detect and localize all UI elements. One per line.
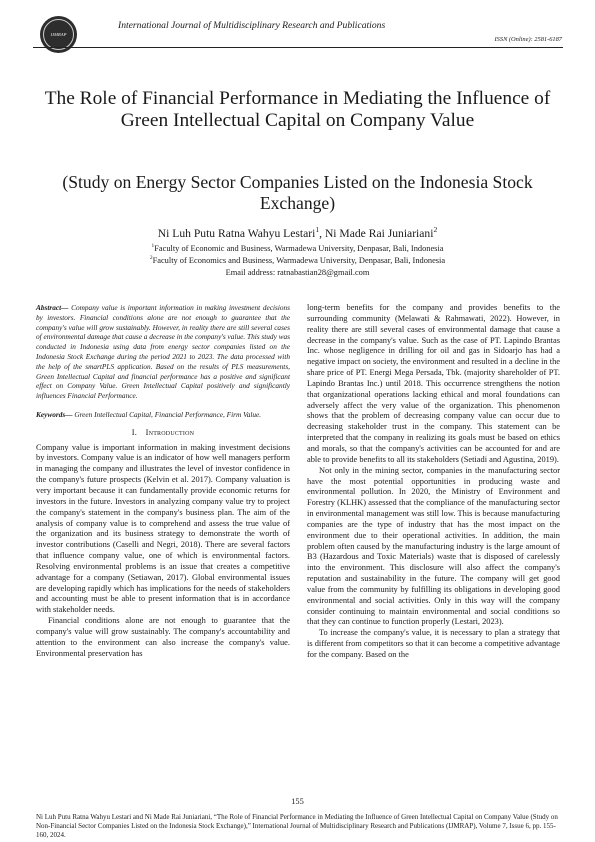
paper-title: The Role of Financial Performance in Mediating the Influence of Green Intellectual Capital on Company Value	[44, 88, 551, 132]
paragraph: Company value is important information in making investment decisions by investors. Company value is an indicator of how well managers perform in managing the company and illustrates the level of investor confidence in the company's future prospects (Kelvin et al. 2017). Company valuation is very important because it can fundamentally provide economic returns for investors in the future. Investors in analyzing company value try to project the company's statement in the company's business plan. The aim of the analysis of company value is to comprehend and assess the true value of the organization and its business strategy to demonstrate the worth of investor contributions (Caselli and Negri, 2018). There are several factors that influence company value, one of which is environmental factors. Resolving environmental problems is an issue that creates a competitive advantage for a company (Setiawan, 2017). Global environmental issues are developing rapidly which has implications for the needs of stakeholders and accounting must be able to present information that is in accordance with stakeholder needs.	[36, 442, 290, 615]
email-address: Email address: ratnabastian28@gmail.com	[225, 268, 370, 277]
abstract-text: Company value is important information in making investment decisions by investors. Financial conditions alone are not enough to guarantee that the company's value will grow sustainably. However, in reality there are still several cases of environmental damage that cause a decrease in the company's value. This study was conducted in Indonesia using data from energy sector companies listed on the Indonesia Stock Exchange during the period 2021 to 2023. The data processed with the help of the smartPLS application. Based on the results of PLS measurements, Green Intellectual Capital and financial performance has a positive and significant effect on Company Value. Green Intellectual Capital positively and significantly influences Financial Performance.	[36, 303, 290, 401]
keywords	[36, 410, 290, 420]
author-1-sup: 1	[315, 225, 320, 234]
author-separator: ,	[319, 226, 325, 240]
paper-subtitle: (Study on Energy Sector Companies Listed on the Indonesia Stock Exchange)	[62, 172, 533, 213]
paragraph: Not only in the mining sector, companies in the manufacturing sector have the most potential opportunities in producing waste and environmental pollution. In 2020, the Ministry of Environment and Forestry (KLHK) assessed that the compliance of the manufacturing sector in environmental management was still low. This is because manufacturing companies are the type of industry that has the most impact on the environment due to their operational activities. In addition, the main problem often caused by the manufacturing industry is the large amount of B3 (Hazardous and Toxic Materials) waste that is disposed of carelessly into the environment. This disclosure will also affect the company's reputation and sustainability in the future. The company will get good value from the community by fulfilling its obligations in developing good environmental and social activities. Only in this way will the company consider continuing to maintain environmental and social conditions so that they can continue to function properly (Lestari, 2023).	[307, 465, 560, 627]
section-heading	[36, 428, 290, 439]
header-rule	[33, 47, 563, 48]
author-2-sup: 2	[433, 225, 438, 234]
keywords-text: Green Intellectual Capital, Financial Performance, Firm Value.	[72, 409, 262, 419]
journal-name: International Journal of Multidisciplinary Research and Publications	[118, 20, 386, 31]
affiliation-1	[0, 243, 595, 253]
citation-footer: Ni Luh Putu Ratna Wahyu Lestari and Ni Made Rai Juniariani, “The Role of Financial Performance in Mediating the Influence of Green Intellectual Capital on Company Value (Study on Non-Financial Sector Companies Listed on the Indonesia Stock Exchange),” International Journal of Multidisciplinary Research and Publications (IJMRAP), Volume 7, Issue 6, pp. 155-160, 2024.	[36, 813, 558, 839]
author-1: Ni Luh Putu Ratna Wahyu Lestari	[157, 226, 316, 240]
section-title: Introduction	[145, 427, 195, 437]
paragraph: Financial conditions alone are not enough to guarantee that the company's value will grow sustainably. The company's accountability and attention to the environment can also increase the company's value. Environmental preservation has	[36, 616, 290, 658]
left-column	[36, 303, 290, 659]
abstract-label: Abstract—	[36, 303, 69, 312]
section-number: I.	[131, 427, 138, 437]
page-number: 155	[291, 797, 304, 806]
right-column	[307, 303, 560, 661]
authors	[0, 225, 595, 240]
affiliation-2-text: Faculty of Economics and Business, Warmadewa University, Denpasar, Bali, Indonesia	[152, 255, 446, 265]
issn: ISSN (Online): 2581-6187	[494, 36, 562, 43]
affiliation-1-sup: 1	[151, 243, 155, 249]
abstract	[36, 303, 290, 401]
affiliation-1-text: Faculty of Economic and Business, Warmadewa University, Denpasar, Bali, Indonesia	[154, 243, 444, 253]
author-2: Ni Made Rai Juniariani	[324, 226, 434, 240]
keywords-label: Keywords—	[36, 409, 73, 419]
paragraph: To increase the company's value, it is necessary to plan a strategy that is different from competitors so that it can become a competitive advantage for the company. Based on the	[307, 628, 560, 659]
affiliation-2-sup: 2	[149, 255, 153, 261]
logo-text: IJMRAP	[50, 32, 67, 37]
affiliation-2	[0, 255, 595, 265]
paragraph: long-term benefits for the company and provides benefits to the surrounding community (Melawati & Rahmawati, 2022). However, in reality there are still several cases of environmental damage that cause a decrease in the company's value. Such as the case of PT. Lapindo Brantas Inc. whose negligence in drilling for oil and gas in Sidoarjo has had a negative impact on society, the environment and resulted in a decline in the share price of PT. Energi Mega Persada, Tbk. (majority shareholder of PT. Lapindo Brantas Inc.) until 2018. This occurrence strengthens the notion that organizational operations lacking ethical and moral foundations can adversely affect the very value of the organization. This phenomenon shows that the problem of decreasing company value can occur due to decreasing stakeholder trust in the company. This statement can be interpreted that the company in realizing its goals must be based on ethics and morals, so that the company's activities can be accounted for and are able to provide benefits to all its stakeholders (Setiadi and Agustina, 2019).	[307, 303, 560, 464]
